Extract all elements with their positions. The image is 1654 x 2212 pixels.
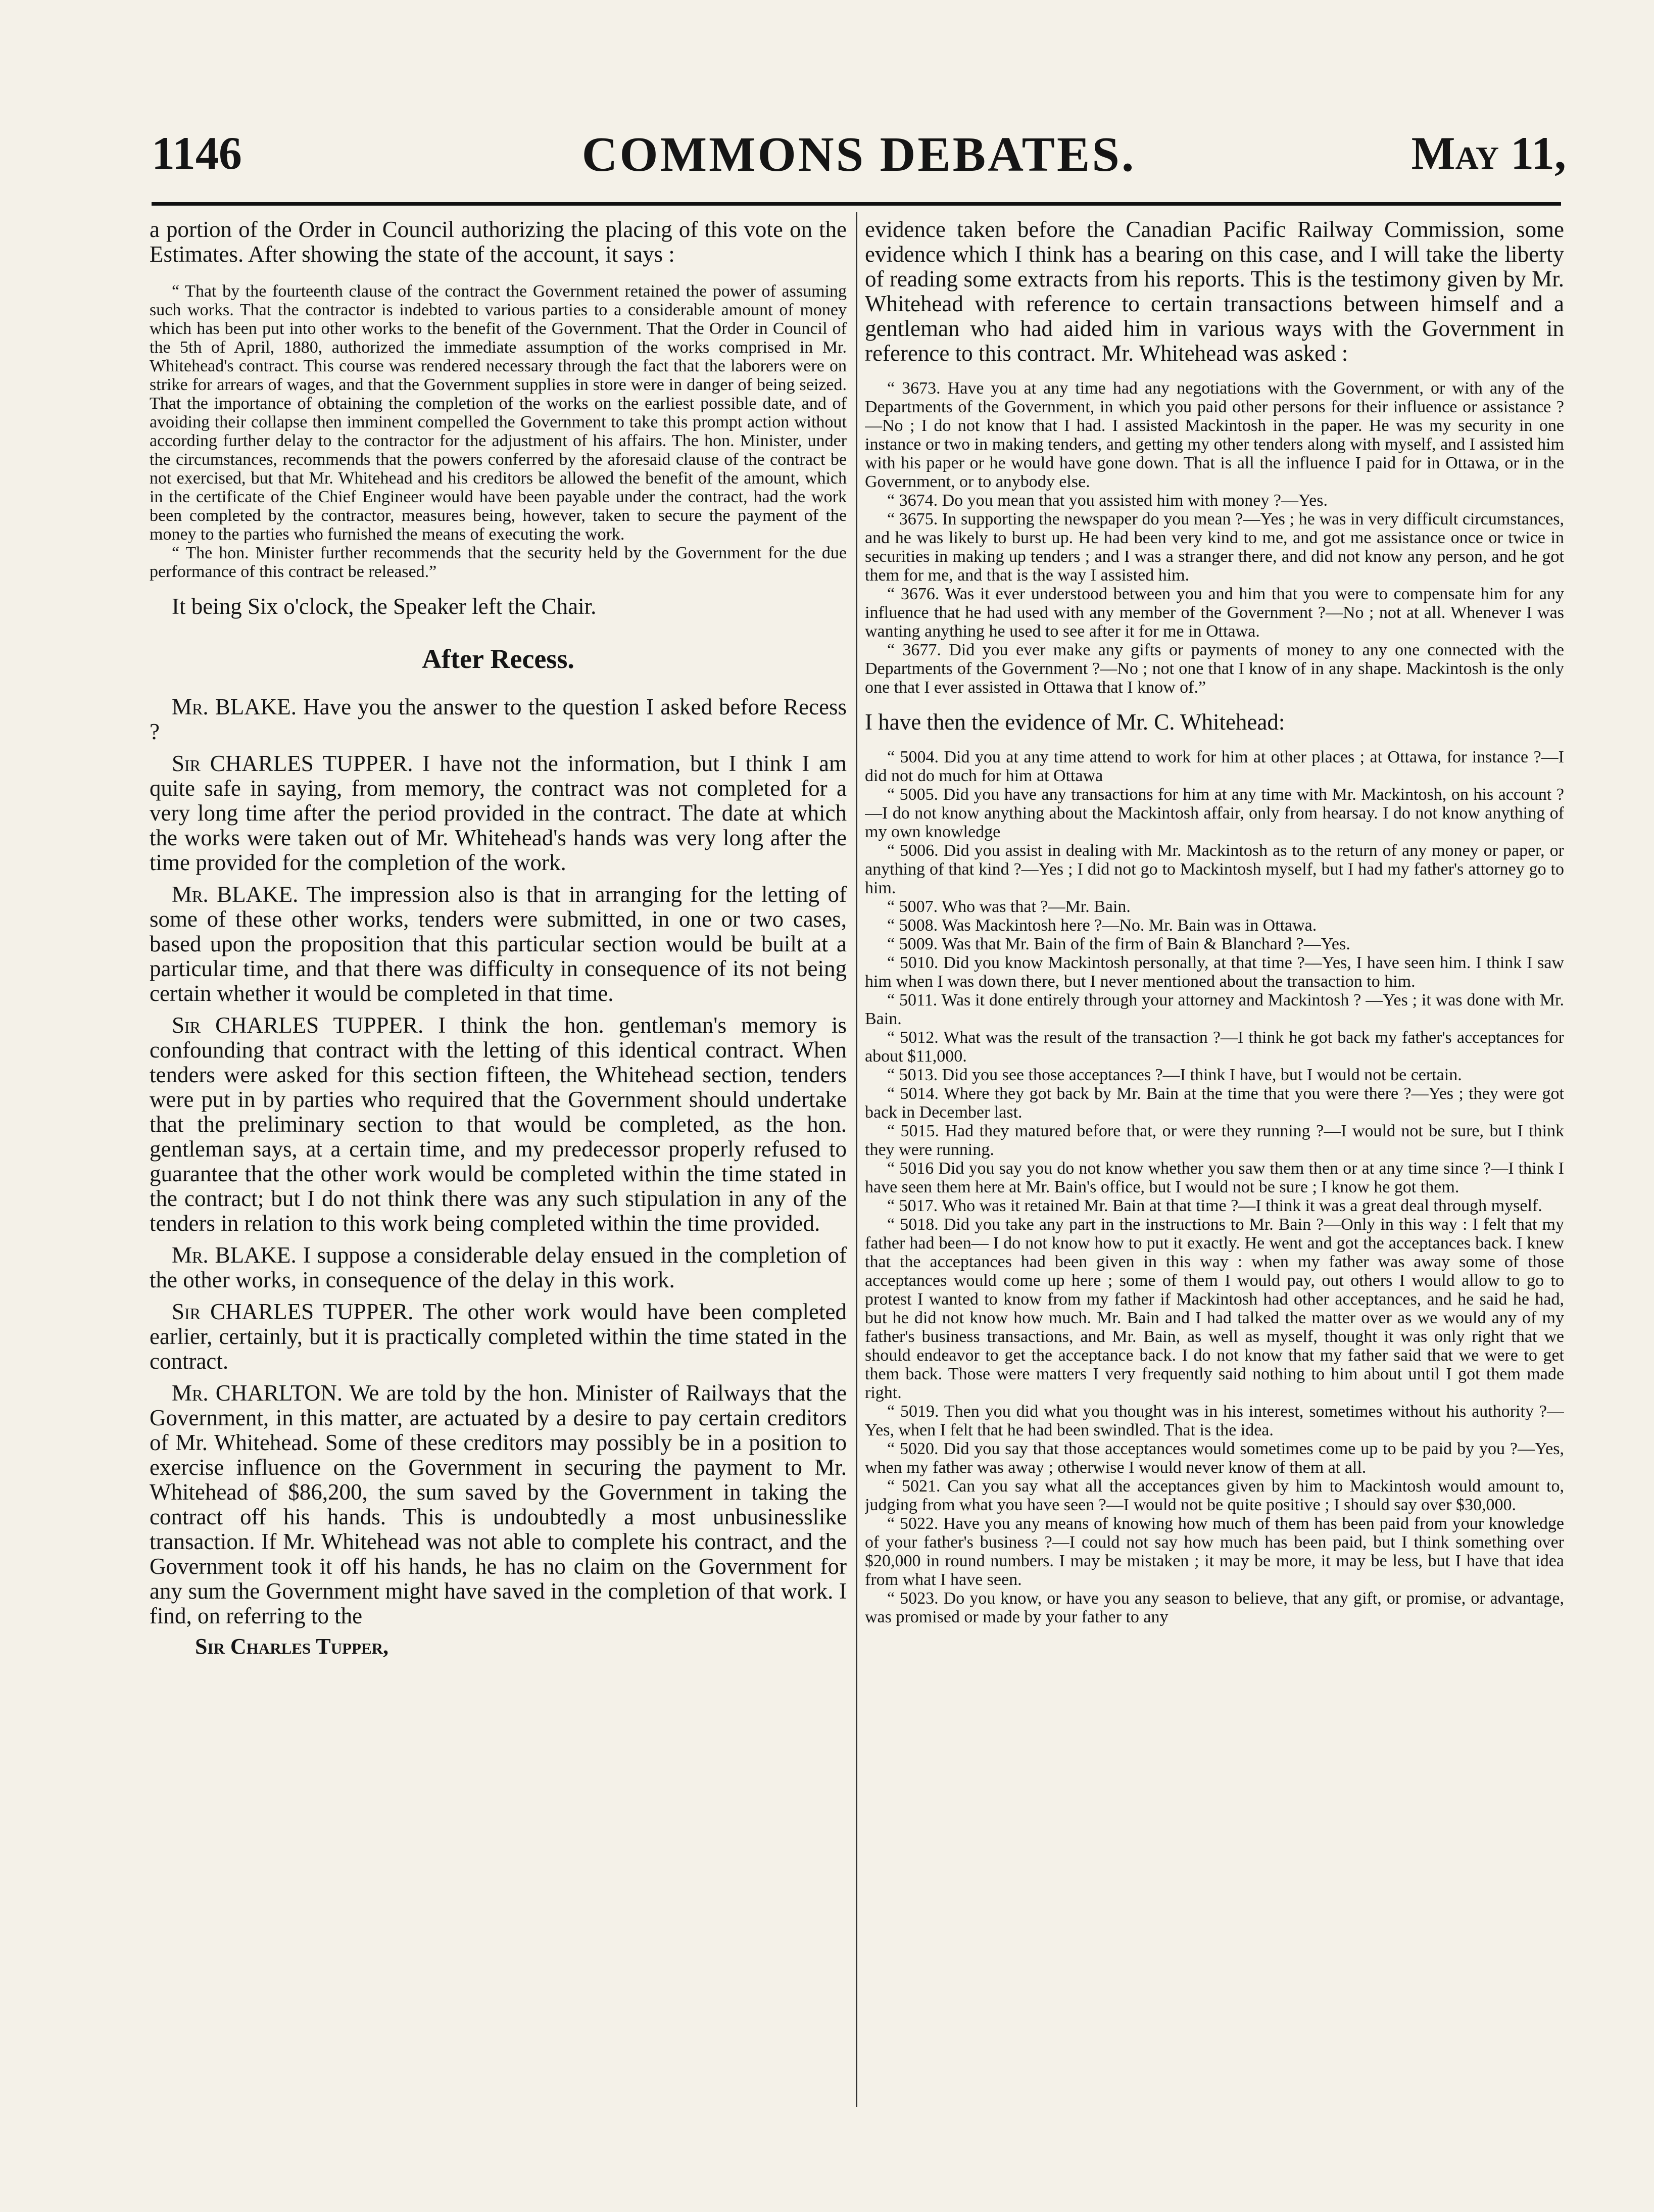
testimony-item: “ 3674. Do you mean that you assisted him with money ?—Yes. (887, 491, 1328, 510)
speaker-name: Mr. CHARLTON. (172, 1380, 343, 1406)
speech-text: The other work would have been completed earlier, certainly, but it is practically completed within the time stated in the contract. (150, 1299, 847, 1374)
speech-text: Have you the answer to the question I asked before Recess ? (150, 694, 847, 744)
page-date: May 11, (1411, 127, 1566, 179)
left-intro-paragraph: a portion of the Order in Council authorizing the placing of this vote on the Estimates. After showing the state of the account, it says : (150, 217, 847, 267)
testimony-item: “ 5015. Had they matured before that, or were they running ?—I would not be sure, but I think they were running. (865, 1122, 1564, 1159)
right-intro-paragraph: evidence taken before the Canadian Pacific Railway Commission, some evidence which I think has a bearing on this case, and I will take the liberty of reading some extracts from his reports. This is the testimony given by Mr. Whitehead with reference to certain transactions between himself and a gentleman who had aided him in various ways with the Government in reference to this contract. Mr. Whitehead was asked : (865, 217, 1564, 366)
testimony-item: “ 5006. Did you assist in dealing with Mr. Mackintosh as to the return of any money or paper, or anything of that kind ?—Yes ; I did not go to Mackintosh myself, but I had my father's attorney go to him. (865, 841, 1564, 897)
minister-recommendation-quote: “ The hon. Minister further recommends that the security held by the Government for the due performance of this contract be released.” (150, 544, 847, 581)
speech-text: The impression also is that in arranging for the letting of some of these other works, tenders were submitted, in one or two cases, based upon the proposition that this particular section would be built at a particular time, and that there was difficulty in consequence of its not being certain whether it would be completed in that time. (150, 882, 847, 1006)
testimony-item: “ 5019. Then you did what you thought was in his interest, sometimes without his authority ?—Yes, when I felt that he had been swindled. That is the idea. (865, 1402, 1564, 1439)
testimony-item: “ 5022. Have you any means of knowing how much of them has been paid from your knowledge of your father's business ?—I could not say how much has been paid, but I think something over $20,000 in round numbers. I may be mistaken ; it may be more, it may be less, but I have that idea from what I have seen. (865, 1514, 1564, 1589)
order-in-council-quote: “ That by the fourteenth clause of the contract the Government retained the power of assuming such works. That the contractor is indebted to various parties to a considerable amount of money which has been put into other works to the benefit of the Government. That the Order in Council of the 5th of April, 1880, authorized the immediate assumption of the works comprised in Mr. Whitehead's contract. This course was rendered necessary through the fact that the laborers were on strike for arrears of wages, and that the Government supplies in store were in danger of being seized. That the importance of obtaining the completion of the works on the earliest possible date, and of avoiding their collapse then imminent compelled the Government to take this prompt action without according further delay to the contractor for the adjustment of his affairs. The hon. Minister, under the circumstances, recommends that the powers conferred by the aforesaid clause of the contract be not exercised, but that Mr. Whitehead and his creditors be allowed the benefit of the amount, which in the certificate of the Chief Engineer would have been payable under the contract, had the work been completed by the contractor, measures being, however, taken to secure the payment of the money to the parties who furnished the means of executing the work. (150, 282, 847, 544)
speech-paragraph (150, 1300, 847, 1374)
speech-paragraph (150, 1013, 847, 1236)
testimony-item: “ 5007. Who was that ?—Mr. Bain. (887, 897, 1131, 916)
testimony-item: “ 5009. Was that Mr. Bain of the firm of Bain & Blanchard ?—Yes. (887, 935, 1350, 953)
speaker-name: Sir CHARLES TUPPER. (172, 751, 413, 776)
footer-speaker-name: Sir Charles Tupper, (195, 1634, 389, 1659)
left-column (150, 217, 847, 2127)
publication-title: COMMONS DEBATES. (581, 127, 1136, 182)
speech-text: I have not the information, but I think I am quite safe in saying, from memory, the contract was not completed for a very long time after the period provided in the contract. The date at which the works were taken out of Mr. Whitehead's hands was very long after the time provided for the completion of the work. (150, 751, 847, 875)
speaker-name: Mr. BLAKE. (172, 694, 297, 719)
right-column (865, 217, 1564, 2127)
testimony-item: “ 5010. Did you know Mackintosh personally, at that time ?—Yes, I have seen him. I think I saw him when I was down there, but I never mentioned about the transaction to him. (865, 953, 1564, 991)
speech-paragraph (150, 1381, 847, 1628)
testimony-item: “ 5023. Do you know, or have you any season to believe, that any gift, or promise, or advantage, was promised or made by your father to any (865, 1589, 1564, 1626)
testimony-item: “ 3676. Was it ever understood between you and him that you were to compensate him for any influence that he had used with any member of the Government ?—No ; not at all. Whenever I was wanting anything he used to see after it for me in Ottawa. (865, 585, 1564, 641)
speech-paragraph (150, 882, 847, 1006)
speaker-name: Mr. BLAKE. (172, 1242, 297, 1268)
speaker-name: Sir CHARLES TUPPER. (172, 1299, 414, 1324)
evidence-intro: I have then the evidence of Mr. C. Whitehead: (865, 709, 1285, 735)
speech-text: I suppose a considerable delay ensued in the completion of the other works, in consequence of the delay in this work. (150, 1242, 847, 1292)
speech-text: We are told by the hon. Minister of Railways that the Government, in this matter, are actuated by a desire to pay certain creditors of Mr. Whitehead. Some of these creditors may possibly be in a position to exercise influence on the Government in securing the payment to Mr. Whitehead of $86,200, the sum saved by the Government in taking the contract off his hands. This is undoubtedly a most unbusinesslike transaction. If Mr. Whitehead was not able to complete his contract, and the Government took it off his hands, he has no claim on the Government for any sum the Government might have saved in the completion of that work. I find, on referring to the (150, 1380, 847, 1628)
column-divider (856, 212, 857, 2107)
testimony-item: “ 3673. Have you at any time had any negotiations with the Government, or with any of the Departments of the Government, in which you paid other persons for their influence or assistance ?—No ; I do not know that I had. I assisted Mackintosh in the paper. He was my security in one instance or two in making tenders, and getting my other tenders along with myself, and I assisted him with his paper or he would have gone down. That is all the influence I paid for in Ottawa, or in the Government, or to anybody else. (865, 379, 1564, 491)
speaker-name: Mr. BLAKE. (172, 882, 299, 907)
testimony-item: “ 5012. What was the result of the transaction ?—I think he got back my father's acceptances for about $11,000. (865, 1028, 1564, 1066)
header-rule (152, 202, 1561, 206)
testimony-item: “ 5014. Where they got back by Mr. Bain at the time that you were there ?—Yes ; they were got back in December last. (865, 1084, 1564, 1122)
testimony-item: “ 5021. Can you say what all the acceptances given by him to Mackintosh would amount to, judging from what you have seen ?—I would not be quite positive ; I should say over $30,000. (865, 1477, 1564, 1514)
speech-paragraph (150, 1243, 847, 1292)
speaker-name: Sir CHARLES TUPPER. (172, 1013, 424, 1038)
speech-paragraph (150, 695, 847, 744)
six-oclock-note: It being Six o'clock, the Speaker left the Chair. (172, 594, 597, 619)
testimony-item: “ 5008. Was Mackintosh here ?—No. Mr. Bain was in Ottawa. (887, 916, 1317, 935)
testimony-item: “ 5011. Was it done entirely through your attorney and Mackintosh ? —Yes ; it was done with Mr. Bain. (865, 991, 1564, 1028)
testimony-item: “ 5016 Did you say you do not know whether you saw them then or at any time since ?—I think I have seen them here at Mr. Bain's office, but I would not be sure ; I know he got them. (865, 1159, 1564, 1196)
testimony-item: “ 3675. In supporting the newspaper do you mean ?—Yes ; he was in very difficult circumstances, and he was likely to burst up. He had been very kind to me, and got me assistance once or twice in securities in making up tenders ; and I was a stranger there, and did not know any person, and he got them for me, and that is the way I assisted him. (865, 510, 1564, 585)
testimony-item: “ 5013. Did you see those acceptances ?—I think I have, but I would not be certain. (887, 1066, 1462, 1084)
after-recess-heading: After Recess. (422, 644, 574, 674)
testimony-item: “ 3677. Did you ever make any gifts or payments of money to any one connected with the Departments of the Government ?—No ; not one that I know of in any shape. Mackintosh is the only one that I ever assisted in Ottawa that I know of.” (865, 641, 1564, 697)
testimony-item: “ 5018. Did you take any part in the instructions to Mr. Bain ?—Only in this way : I felt that my father had been— I do not know how to put it exactly. He went and got the acceptances back. I knew that the acceptances had been given in this way : when my father was away some of those acceptances would come up here ; some of them I would pay, out others I would allow to go to protest I wanted to know from my father if Mackintosh had other acceptances, and he said he had, but he did not know how much. Mr. Bain and I had talked the matter over as we would any of my father's business transactions, and Mr. Bain, as well as myself, thought it was only right that we should endeavor to get the acceptance back. I do not know that my father said that we were to get them back. Those were matters I very frequently said nothing to him about until I got them made right. (865, 1215, 1564, 1402)
testimony-item: “ 5004. Did you at any time attend to work for him at other places ; at Ottawa, for instance ?—I did not do much for him at Ottawa (865, 748, 1564, 785)
page-number: 1146 (152, 127, 242, 179)
speech-paragraph (150, 751, 847, 875)
page-header (152, 126, 1566, 197)
testimony-item: “ 5005. Did you have any transactions for him at any time with Mr. Mackintosh, on his account ?—I do not know anything about the Mackintosh affair, only from hearsay. I do not know anything of my own knowledge (865, 785, 1564, 841)
speech-text: I think the hon. gentleman's memory is confounding that contract with the letting of this identical contract. When tenders were asked for this section fifteen, the Whitehead section, tenders were put in by parties who required that the Government should undertake that the preliminary section to that would be completed, as the hon. gentleman says, at a certain time, and my predecessor properly refused to guarantee that the other work would be completed within the time stated in the contract; but I do not think there was any such stipulation in any of the tenders in relation to this work being completed within the time provided. (150, 1013, 847, 1236)
testimony-item: “ 5020. Did you say that those acceptances would sometimes come up to be paid by you ?—Yes, when my father was away ; otherwise I would never know of them at all. (865, 1439, 1564, 1477)
testimony-item: “ 5017. Who was it retained Mr. Bain at that time ?—I think it was a great deal through myself. (887, 1196, 1542, 1215)
